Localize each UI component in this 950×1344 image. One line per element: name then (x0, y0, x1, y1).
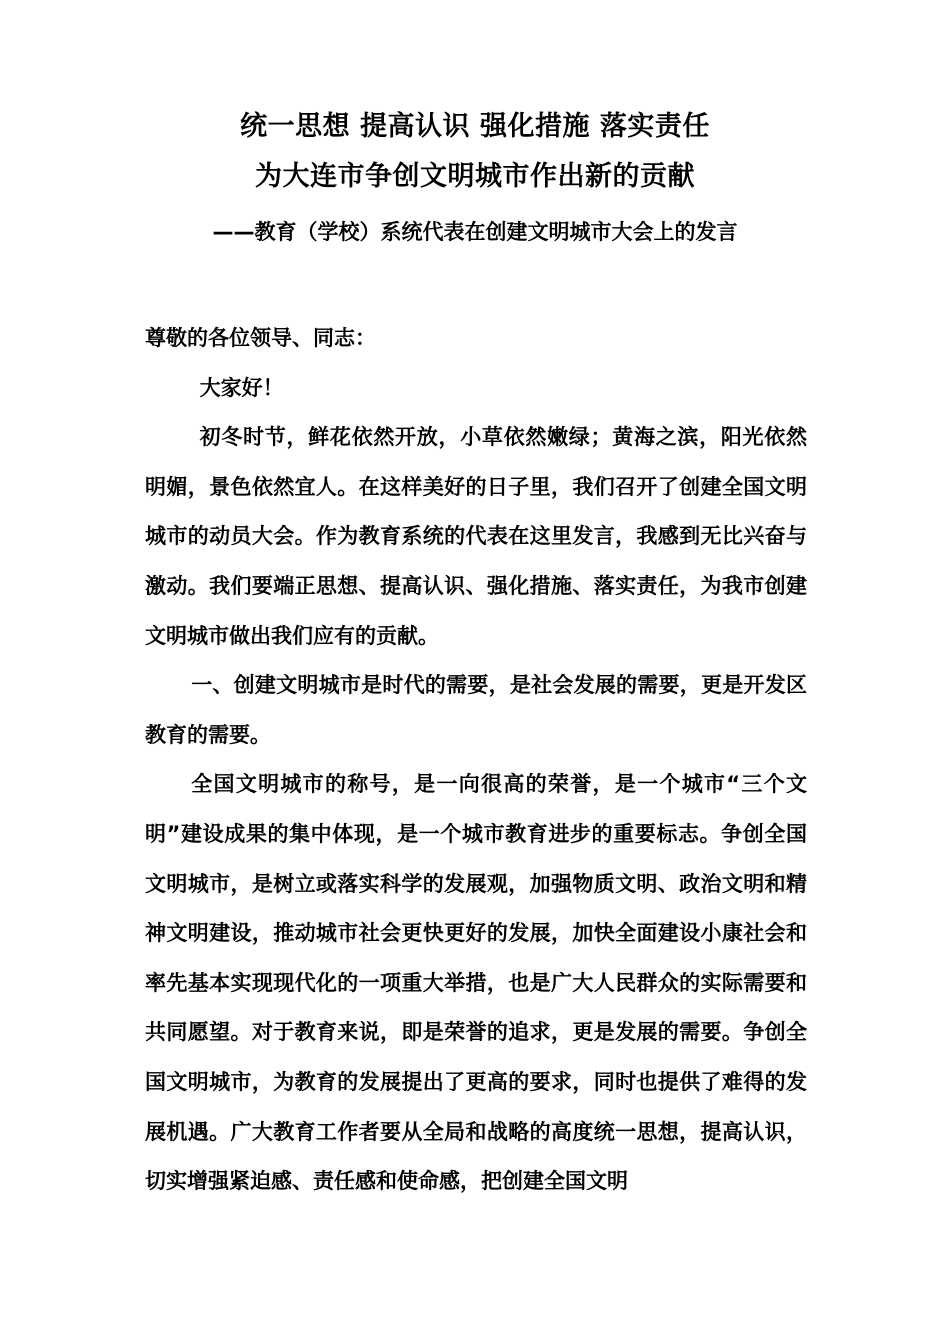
section-heading-1: 一、创建文明城市是时代的需要，是社会发展的需要，更是开发区教育的需要。 (145, 673, 807, 747)
document-body (145, 314, 807, 1207)
greeting: 大家好！ (199, 375, 284, 400)
document-title-line-2: 为大连市争创文明城市作出新的贡献 (255, 161, 695, 192)
salutation: 尊敬的各位领导、同志： (145, 326, 376, 350)
paragraph-intro: 初冬时节，鲜花依然开放，小草依然嫩绿；黄海之滨，阳光依然明媚，景色依然宜人。在这样美好的日子里，我们召开了创建全国文明城市的动员大会。作为教育系统的代表在这里发言，我感到无比兴奋与激动。我们要端正思想、提高认识、强化措施、落实责任，为我市创建文明城市做出我们应有的贡献。 (145, 425, 807, 648)
paragraph-section-1: 全国文明城市的称号，是一向很高的荣誉，是一个城市“三个文明”建设成果的集中体现，是一个城市教育进步的重要标志。争创全国文明城市，是树立或落实科学的发展观，加强物质文明、政治文明和精神文明建设，推动城市社会更快更好的发展，加快全面建设小康社会和率先基本实现现代化的一项重大举措，也是广大人民群众的实际需要和共同愿望。对于教育来说，即是荣誉的追求，更是发展的需要。争创全国文明城市，为教育的发展提出了更高的要求，同时也提供了难得的发展机遇。广大教育工作者要从全局和战略的高度统一思想，提高认识，切实增强紧迫感、责任感和使命感，把创建全国文明 (145, 772, 807, 1194)
document-subtitle: ——教育（学校）系统代表在创建文明城市大会上的发言 (212, 220, 738, 244)
document-title-line-1: 统一思想 提高认识 强化措施 落实责任 (240, 111, 710, 142)
